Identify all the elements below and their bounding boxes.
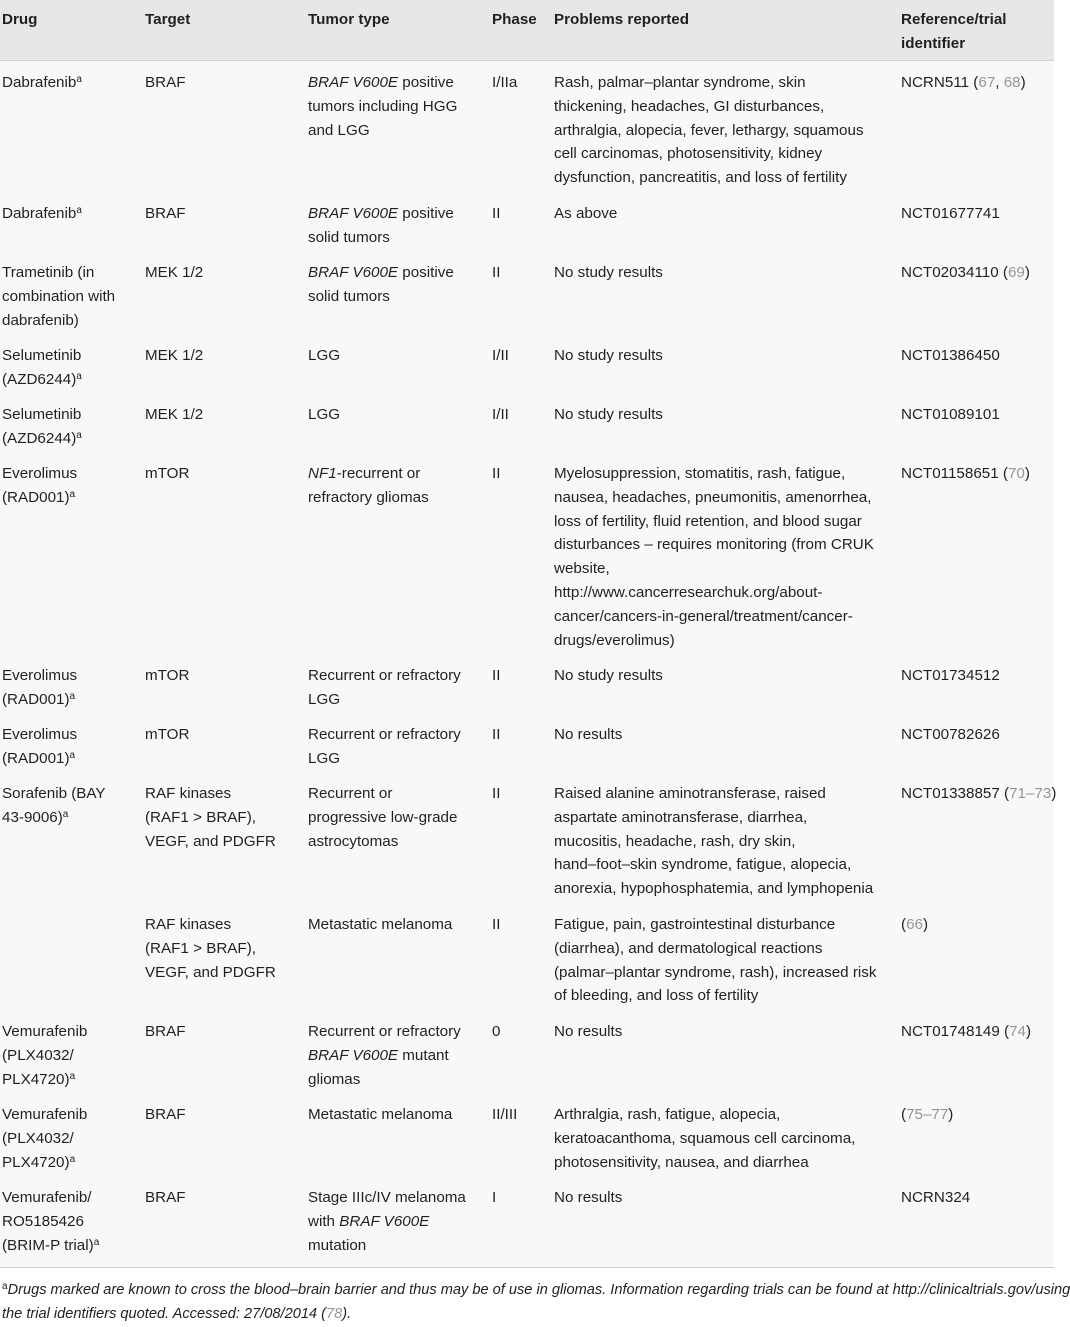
problems-line: arthralgia, alopecia, fever, lethargy, squamous — [554, 121, 864, 139]
tumor-type-text: LGG — [308, 347, 341, 364]
problems-cell — [554, 723, 622, 747]
drug-text: Dabrafenib — [2, 205, 77, 222]
reference-cell — [901, 1103, 953, 1127]
drug-line — [2, 1068, 87, 1092]
footnote-marker: a — [76, 73, 82, 85]
tumor-type-cell — [308, 261, 454, 309]
drug-cell — [2, 1020, 87, 1091]
target-line: RAF kinases — [145, 785, 232, 802]
drug-text: dabrafenib) — [2, 311, 79, 329]
tumor-type-line — [308, 664, 461, 688]
problems-line: thickening, headaches, GI disturbances, — [554, 97, 825, 115]
drug-line — [2, 462, 77, 486]
footnote-marker: a — [62, 808, 69, 820]
drug-line — [2, 1020, 87, 1044]
tumor-type-cell — [308, 913, 452, 937]
drug-line — [2, 285, 115, 309]
drug-text: Vemurafenib — [2, 1023, 88, 1040]
drug-line — [2, 202, 82, 226]
reference-text: ) — [1020, 74, 1026, 91]
reference-cell — [901, 202, 1000, 226]
reference-text: ( — [901, 1106, 907, 1123]
problems-line: of bleeding, and loss of fertility — [554, 987, 759, 1005]
drug-line — [2, 1234, 99, 1258]
problems-line: cell carcinomas, photosensitivity, kidney — [554, 145, 823, 163]
tumor-type-cell — [308, 1186, 466, 1257]
problems-line: drugs/everolimus) — [554, 631, 675, 649]
drug-text: Sorafenib (BAY — [2, 785, 106, 802]
phase-cell: 0 — [492, 1023, 501, 1040]
drug-text: Everolimus — [2, 726, 78, 743]
target-line: RAF kinases — [145, 916, 232, 933]
tumor-type-text: tumors including HGG — [308, 97, 458, 115]
phase-cell: II — [492, 465, 501, 482]
problems-line: hand–foot–skin syndrome, fatigue, alopecia, — [554, 856, 852, 874]
tumor-type-cell — [308, 344, 340, 368]
problems-line: disturbances – requires monitoring (from CRUK — [554, 536, 874, 554]
tumor-type-line — [308, 71, 457, 95]
reference-cell — [901, 664, 1000, 688]
tumor-type-text: gliomas — [308, 1070, 361, 1088]
target-line: mTOR — [145, 726, 190, 743]
target-cell — [145, 261, 203, 285]
reference-text: ) — [1025, 1023, 1032, 1040]
drug-text: 43-9006) — [2, 808, 63, 826]
target-cell — [145, 664, 189, 688]
phase-cell: II — [492, 726, 501, 743]
footnote-reference-link[interactable]: 78 — [325, 1305, 343, 1322]
table-rule — [0, 60, 1054, 61]
drug-line — [2, 723, 77, 747]
tumor-type-cell — [308, 723, 461, 771]
problems-line: http://www.cancerresearchuk.org/about- — [554, 583, 823, 601]
tumor-type-text: solid tumors — [308, 287, 390, 305]
reference-text: NCT01677741 — [901, 205, 1000, 222]
gene-name: NF1 — [308, 465, 337, 482]
tumor-type-text: solid tumors — [308, 228, 390, 246]
drug-line — [2, 71, 82, 95]
drug-text: Trametinib (in — [2, 264, 95, 281]
target-line: VEGF, and PDGFR — [145, 963, 276, 981]
reference-cell — [901, 723, 1000, 747]
drug-text: (AZD6244) — [2, 370, 77, 388]
phase-cell: II/III — [492, 1106, 518, 1123]
footnote-marker: a — [93, 1236, 100, 1248]
drug-text: combination with — [2, 287, 116, 305]
reference-cell — [901, 1020, 1031, 1044]
gene-name: BRAF V600E — [308, 74, 399, 91]
target-line: mTOR — [145, 465, 190, 482]
problems-line: Arthralgia, rash, fatigue, alopecia, — [554, 1106, 781, 1123]
problems-line: loss of fertility, fluid retention, and blood sugar — [554, 512, 862, 530]
target-cell — [145, 462, 189, 486]
target-line: mTOR — [145, 667, 190, 684]
problems-line: Fatigue, pain, gastrointestinal disturbance — [554, 916, 836, 933]
target-cell — [145, 1103, 186, 1127]
footnote-line-2 — [2, 1303, 1052, 1327]
tumor-type-line — [308, 1103, 452, 1127]
problems-line: As above — [554, 205, 618, 222]
drug-cell — [2, 1103, 87, 1174]
tumor-type-text: progressive low-grade — [308, 808, 458, 826]
reference-link[interactable]: 71–73 — [1009, 785, 1052, 802]
header-target: Target — [145, 11, 191, 28]
drug-text: (PLX4032/ — [2, 1129, 74, 1147]
drug-text: (AZD6244) — [2, 429, 77, 447]
problems-line: keratoacanthoma, squamous cell carcinoma, — [554, 1129, 856, 1147]
problems-cell — [554, 913, 876, 1008]
problems-line: No results — [554, 726, 623, 743]
drug-text: Dabrafenib — [2, 74, 77, 91]
tumor-type-text: Metastatic melanoma — [308, 916, 453, 933]
tumor-type-text: LGG — [308, 690, 341, 708]
problems-cell — [554, 403, 663, 427]
phase-cell: I — [492, 1189, 497, 1206]
drug-line — [2, 1044, 87, 1068]
reference-cell — [901, 344, 1000, 368]
reference-cell — [901, 403, 1000, 427]
problems-cell — [554, 1103, 855, 1174]
drug-line — [2, 688, 77, 712]
phase-cell: II — [492, 264, 501, 281]
drug-text: RO5185426 — [2, 1212, 84, 1230]
phase-cell: II — [492, 785, 501, 802]
tumor-type-text: Stage IIIc/IV melanoma — [308, 1189, 466, 1206]
target-line: BRAF — [145, 74, 186, 91]
reference-link[interactable]: 74 — [1009, 1023, 1026, 1040]
reference-link[interactable]: 75–77 — [906, 1106, 949, 1123]
reference-text: ) — [922, 916, 929, 933]
problems-line: No results — [554, 1023, 623, 1040]
target-cell — [145, 1020, 186, 1044]
phase-cell: I/II — [492, 347, 509, 364]
tumor-type-line — [308, 913, 452, 937]
header-tumor-type: Tumor type — [308, 11, 390, 28]
reference-cell — [901, 1186, 970, 1210]
header-reference — [901, 8, 1007, 56]
phase-cell: I/IIa — [492, 74, 518, 91]
tumor-type-text: and LGG — [308, 121, 370, 139]
target-line: BRAF — [145, 205, 186, 222]
tumor-type-text: mutation — [308, 1236, 367, 1254]
problems-cell — [554, 202, 617, 226]
header-drug: Drug — [2, 11, 38, 28]
drug-line — [2, 427, 82, 451]
table-header — [0, 0, 1054, 60]
drug-text: Selumetinib — [2, 406, 82, 423]
drug-line — [2, 486, 77, 510]
reference-text: NCT01158651 ( — [901, 465, 1008, 482]
drug-cell — [2, 202, 82, 226]
tumor-type-text: Recurrent or — [308, 785, 393, 802]
problems-line: (diarrhea), and dermatological reactions — [554, 939, 823, 957]
reference-text: ) — [948, 1106, 954, 1123]
reference-text: ) — [1051, 785, 1057, 802]
drug-text: PLX4720) — [2, 1070, 70, 1088]
problems-line: anorexia, hypophosphatemia, and lymphopenia — [554, 880, 874, 898]
drug-cell — [2, 71, 82, 95]
target-line: MEK 1/2 — [145, 264, 204, 281]
tumor-type-line — [308, 261, 454, 285]
tumor-type-text: LGG — [308, 749, 341, 767]
tumor-type-text: Recurrent or refractory — [308, 726, 461, 743]
drug-line — [2, 747, 77, 771]
tumor-type-line — [308, 830, 457, 854]
tumor-type-text: Recurrent or refractory — [308, 667, 461, 684]
drug-line — [2, 368, 82, 392]
reference-link[interactable]: 67 — [978, 74, 996, 91]
drug-cell — [2, 403, 82, 451]
tumor-type-line — [308, 782, 457, 806]
tumor-type-cell — [308, 71, 457, 142]
problems-cell — [554, 462, 874, 652]
drug-text: Selumetinib — [2, 347, 82, 364]
drug-line — [2, 806, 106, 830]
tumor-type-line — [308, 723, 461, 747]
target-cell — [145, 344, 203, 368]
target-cell — [145, 71, 186, 95]
tumor-type-line — [308, 688, 461, 712]
reference-link[interactable]: 69 — [1007, 264, 1025, 281]
footnote-marker: a — [76, 429, 82, 441]
drug-line — [2, 309, 115, 333]
drug-cell — [2, 664, 77, 712]
footnote-marker: a — [69, 488, 76, 500]
drug-line — [2, 403, 82, 427]
problems-line: Raised alanine aminotransferase, raised — [554, 785, 826, 802]
tumor-type-text: LGG — [308, 406, 341, 423]
drug-line — [2, 1186, 99, 1210]
reference-link[interactable]: 68 — [1003, 74, 1021, 91]
drug-cell — [2, 462, 77, 510]
drug-cell — [2, 782, 106, 830]
drug-text: Vemurafenib — [2, 1106, 88, 1123]
tumor-type-line — [308, 462, 429, 486]
problems-cell — [554, 1020, 622, 1044]
tumor-type-cell — [308, 664, 461, 712]
drug-text: Vemurafenib/ — [2, 1189, 92, 1206]
reference-text: NCT01734512 — [901, 667, 1000, 684]
table-rule — [0, 1267, 1054, 1268]
tumor-type-text: Recurrent or refractory — [308, 1023, 461, 1040]
reference-link[interactable]: 66 — [906, 916, 923, 933]
tumor-type-line — [308, 1234, 466, 1258]
drug-line — [2, 1151, 87, 1175]
tumor-type-text: -recurrent or — [336, 465, 421, 482]
phase-cell: II — [492, 205, 501, 222]
drug-cell — [2, 723, 77, 771]
tumor-type-text: Metastatic melanoma — [308, 1106, 453, 1123]
reference-text: NCT01338857 ( — [901, 785, 1010, 802]
target-cell — [145, 403, 203, 427]
reference-text: NCT02034110 ( — [901, 264, 1008, 281]
problems-cell — [554, 344, 663, 368]
drug-line — [2, 344, 82, 368]
drug-text: (RAD001) — [2, 690, 70, 708]
target-line: (RAF1 > BRAF), — [145, 939, 256, 957]
footnote-marker: a — [69, 690, 76, 702]
problems-cell — [554, 71, 864, 190]
tumor-type-line — [308, 486, 429, 510]
target-cell — [145, 782, 276, 853]
reference-text: NCT01386450 — [901, 347, 1000, 364]
tumor-type-line — [308, 1044, 461, 1068]
problems-cell — [554, 1186, 622, 1210]
drug-line — [2, 1127, 87, 1151]
problems-line: (palmar–plantar syndrome, rash), increased risk — [554, 963, 877, 981]
tumor-type-line — [308, 806, 457, 830]
footnote-line-1 — [2, 1279, 1070, 1303]
reference-cell — [901, 261, 1030, 285]
drug-text: Everolimus — [2, 667, 78, 684]
drug-line — [2, 1210, 99, 1234]
problems-cell — [554, 664, 663, 688]
drug-line — [2, 261, 115, 285]
target-cell — [145, 1186, 186, 1210]
reference-cell — [901, 71, 1026, 95]
reference-text: NCRN324 — [901, 1189, 971, 1206]
problems-line: cancer/cancers-in-general/treatment/cancer- — [554, 607, 853, 625]
tumor-type-cell — [308, 403, 340, 427]
header-phase: Phase — [492, 11, 537, 28]
drug-cell — [2, 261, 115, 332]
problems-cell — [554, 782, 873, 901]
footnote-text-2: the trial identifiers quoted. Accessed: 27/08/2014 ( — [2, 1305, 326, 1322]
problems-line: nausea, headaches, pneumonitis, amenorrhea, — [554, 488, 872, 506]
footnote-text-2-end: ). — [342, 1305, 352, 1322]
drug-cell — [2, 344, 82, 392]
tumor-type-text: positive — [398, 205, 454, 222]
reference-text: NCRN511 ( — [901, 74, 979, 91]
tumor-type-line — [308, 285, 454, 309]
tumor-type-line — [308, 403, 340, 427]
reference-cell — [901, 462, 1030, 486]
reference-text: ) — [1024, 465, 1030, 482]
tumor-type-text: with — [308, 1212, 340, 1230]
drug-line — [2, 1103, 87, 1127]
problems-line: aspartate aminotransferase, diarrhea, — [554, 808, 808, 826]
reference-cell — [901, 782, 1056, 806]
gene-name: BRAF V600E — [308, 205, 399, 222]
drug-text: PLX4720) — [2, 1153, 70, 1171]
phase-cell: II — [492, 667, 501, 684]
drug-text: (RAD001) — [2, 488, 70, 506]
gene-name: BRAF V600E — [308, 1046, 399, 1064]
target-line: MEK 1/2 — [145, 347, 204, 364]
problems-line: website, — [554, 560, 610, 578]
phase-cell: I/II — [492, 406, 509, 423]
reference-link[interactable]: 70 — [1007, 465, 1025, 482]
tumor-type-line — [308, 1068, 461, 1092]
target-cell — [145, 913, 276, 984]
target-line: (RAF1 > BRAF), — [145, 808, 256, 826]
phase-cell: II — [492, 916, 501, 933]
problems-line: No study results — [554, 347, 663, 364]
target-line: MEK 1/2 — [145, 406, 204, 423]
reference-text: NCT00782626 — [901, 726, 1000, 743]
tumor-type-cell — [308, 202, 454, 250]
gene-name: BRAF V600E — [308, 264, 399, 281]
tumor-type-line — [308, 747, 461, 771]
reference-text: NCT01089101 — [901, 406, 1000, 423]
footnote-text-1: Drugs marked are known to cross the blood–brain barrier and thus may be of use in gliomas. Information regarding trials can be found at http://clinicaltrials.gov/using — [7, 1282, 1070, 1298]
tumor-type-text: positive — [398, 74, 454, 91]
problems-line: dysfunction, pancreatitis, and loss of fertility — [554, 169, 847, 187]
tumor-type-line — [308, 226, 454, 250]
target-line: BRAF — [145, 1189, 186, 1206]
tumor-type-line — [308, 202, 454, 226]
footnote-marker: a — [76, 370, 82, 382]
reference-text: ) — [1024, 264, 1030, 281]
target-cell — [145, 202, 186, 226]
header-problems-reported: Problems reported — [554, 11, 690, 28]
gene-name: BRAF V600E — [339, 1212, 430, 1230]
drug-line — [2, 782, 106, 806]
target-cell — [145, 723, 189, 747]
footnote-marker: a — [69, 749, 76, 761]
reference-text: ( — [901, 916, 907, 933]
header-reference-line-2: identifier — [901, 34, 966, 52]
header-reference-line-1: Reference/trial — [901, 11, 1007, 28]
footnote-marker: a — [69, 1153, 76, 1165]
tumor-type-line — [308, 95, 457, 119]
tumor-type-text: positive — [398, 264, 454, 281]
problems-line: photosensitivity, nausea, and diarrhea — [554, 1153, 809, 1171]
tumor-type-cell — [308, 1103, 452, 1127]
drug-line — [2, 664, 77, 688]
target-line: BRAF — [145, 1106, 186, 1123]
footnote-marker: a — [69, 1070, 76, 1082]
target-line: VEGF, and PDGFR — [145, 832, 276, 850]
tumor-type-line — [308, 1020, 461, 1044]
tumor-type-text: refractory gliomas — [308, 488, 429, 506]
tumor-type-text: mutant — [398, 1046, 449, 1064]
problems-line: No study results — [554, 406, 663, 423]
target-line: BRAF — [145, 1023, 186, 1040]
reference-cell — [901, 913, 928, 937]
reference-text: NCT01748149 ( — [901, 1023, 1010, 1040]
tumor-type-line — [308, 1210, 466, 1234]
tumor-type-cell — [308, 782, 457, 853]
tumor-type-line — [308, 1186, 466, 1210]
problems-cell — [554, 261, 663, 285]
problems-line: Myelosuppression, stomatitis, rash, fatigue, — [554, 465, 846, 482]
problems-line: No study results — [554, 264, 663, 281]
problems-line: mucositis, headache, rash, dry skin, — [554, 832, 796, 850]
drug-text: Everolimus — [2, 465, 78, 482]
tumor-type-cell — [308, 1020, 461, 1091]
tumor-type-line — [308, 119, 457, 143]
footnote-marker: a — [76, 204, 82, 216]
table-footnote — [2, 1279, 1070, 1327]
problems-line: No study results — [554, 667, 663, 684]
footnote-marker: a — [2, 1281, 8, 1293]
reference-text: , — [995, 74, 1004, 91]
drug-text: (BRIM-P trial) — [2, 1236, 94, 1254]
drug-text: (RAD001) — [2, 749, 70, 767]
problems-line: No results — [554, 1189, 623, 1206]
drug-text: (PLX4032/ — [2, 1046, 74, 1064]
tumor-type-line — [308, 344, 340, 368]
tumor-type-text: astrocytomas — [308, 832, 399, 850]
problems-line: Rash, palmar–plantar syndrome, skin — [554, 74, 806, 91]
tumor-type-cell — [308, 462, 429, 510]
drug-cell — [2, 1186, 99, 1257]
